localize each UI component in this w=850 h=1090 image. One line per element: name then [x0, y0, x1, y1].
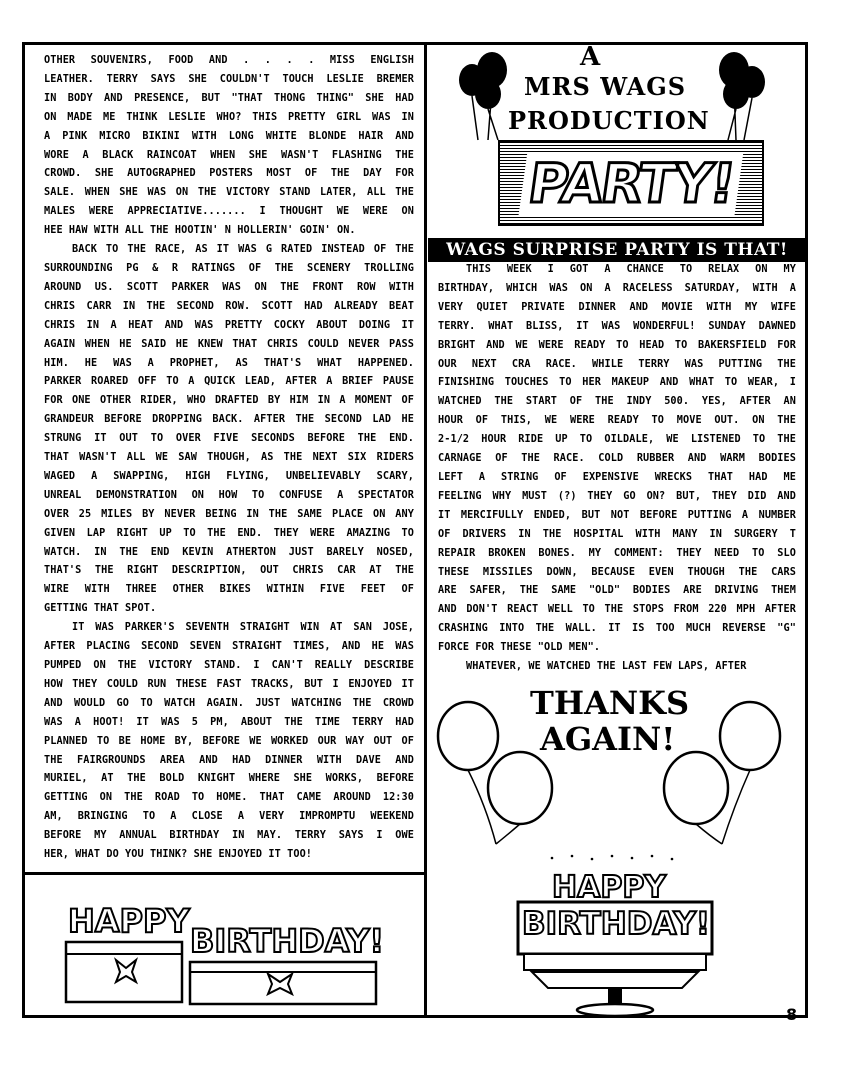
right-balloons-graphic: [706, 52, 766, 142]
thanks-line2: AGAIN!: [540, 720, 676, 758]
text-line: WHATEVER, WE WATCHED THE LAST FEW LAPS, AFTER: [466, 661, 747, 673]
text-line: PARKER ROARED OFF TO A QUICK LEAD, AFTER A BRIEF PAUSE: [44, 376, 414, 388]
text-line: TERRY. WHAT BLISS, IT WAS WONDERFUL! SUNDAY DAWNED: [438, 320, 796, 332]
text-line: WAGED A SWAPPING, HIGH FLYING, UNBELIEVABLY SCARY,: [44, 470, 414, 482]
text-line: WATCH. IN THE END KEVIN ATHERTON JUST BARELY NOSED,: [44, 546, 414, 558]
text-line: GIVEN LAP RIGHT UP TO THE END. THEY WERE AMAZING TO: [44, 527, 414, 539]
header-production: PRODUCTION: [508, 106, 710, 135]
text-line: OVER 25 MILES BY NEVER BEING IN THE SAME PLACE ON ANY: [44, 508, 414, 520]
text-line: IN BODY AND PRESENCE, BUT "THAT THONG THING" SHE HAD: [44, 92, 414, 104]
text-line: BRIGHT AND WE WERE READY TO HEAD TO BAKERSFIELD FOR: [438, 339, 796, 351]
party-logo: [498, 140, 764, 226]
text-line: FORCE FOR THESE "OLD MEN".: [438, 642, 601, 654]
text-line: GETTING THAT SPOT.: [44, 603, 157, 615]
text-line: WORE A BLACK RAINCOAT WHEN SHE WASN'T FLASHING THE: [44, 149, 414, 161]
text-line: FOR ONE OTHER RIDER, WHO DRAFTED BY HIM IN A MOMENT OF: [44, 395, 414, 407]
header-mrs-wags: MRS WAGS: [524, 72, 687, 101]
text-line: THE FAIRGROUNDS AREA AND HAD DINNER WITH DAVE AND: [44, 754, 414, 766]
text-line: VERY QUIET PRIVATE DINNER AND MOVIE WITH MY WIFE: [438, 301, 796, 313]
text-line: A PINK MICRO BIKINI WITH LONG WHITE BLONDE HAIR AND: [44, 130, 414, 142]
text-line: AROUND US. SCOTT PARKER WAS ON THE FRONT ROW WITH: [44, 281, 414, 293]
text-line: STRUNG IT OUT TO OVER FIVE SECONDS BEFORE THE END.: [44, 433, 414, 445]
section-banner: WAGS SURPRISE PARTY IS THAT!: [428, 238, 806, 262]
text-line: OF DRIVERS IN THE HOSPITAL WITH MANY IN SURGERY T: [438, 528, 796, 540]
text-line: CRASHING INTO THE WALL. IT IS TOO MUCH REVERSE "G": [438, 623, 796, 635]
left-bottom-divider: [22, 872, 426, 875]
left-birthday-text: BIRTHDAY!: [190, 922, 385, 960]
text-line: CROWD. SHE AUTOGRAPHED POSTERS MOST OF THE DAY FOR: [44, 168, 414, 180]
text-line: FEELING WHY MUST (?) THEY GO ON? BUT, THEY DID AND: [438, 490, 796, 502]
text-line: AGAIN WHEN HE SAID HE KNEW THAT CHRIS COULD NEVER PASS: [44, 338, 414, 350]
text-line: GRANDEUR BEFORE DROPPING BACK. AFTER THE SECOND LAD HE: [44, 414, 414, 426]
text-line: AM, BRINGING TO A CLOSE A VERY IMPROMPTU WEEKEND: [44, 811, 414, 823]
text-line: HIM. HE WAS A PROPHET, AS THAT'S WHAT HAPPENED.: [44, 357, 414, 369]
text-line: WIRE WITH THREE OTHER BIKES WITHIN FIVE FEET OF: [44, 584, 414, 596]
text-line: THAT'S THE RIGHT DESCRIPTION, OUT CHRIS CAR AT THE: [44, 565, 414, 577]
text-line: IT MERCIFULLY ENDED, BUT NOT BEFORE PUTTING A NUMBER: [438, 509, 796, 521]
gift-box-left: [64, 938, 184, 1004]
text-line: THAT WASN'T ALL WE SAW THOUGH, AS THE NEXT SIX RIDERS: [44, 452, 414, 464]
text-line: WAS A HOOT! IT WAS 5 PM, ABOUT THE TIME TERRY HAD: [44, 716, 414, 728]
gift-box-right: [188, 958, 378, 1006]
text-line: BEFORE MY ANNUAL BIRTHDAY IN MAY. TERRY SAYS I OWE: [44, 830, 414, 842]
cake-happy-text: HAPPY: [552, 870, 667, 905]
text-line: LEATHER. TERRY SAYS SHE COULDN'T TOUCH LESLIE BREMER: [44, 73, 414, 85]
text-line: THESE MISSILES DOWN, BECAUSE EVEN THOUGH THE CARS: [438, 566, 796, 578]
text-line: ON MADE ME THINK LESLIE WHO? THIS PRETTY GIRL WAS IN: [44, 111, 414, 123]
text-line: LEFT A STRING OF EXPENSIVE WRECKS THAT HAD ME: [438, 471, 796, 483]
text-line: SALE. WHEN SHE WAS ON THE VICTORY STAND LATER, ALL THE: [44, 187, 414, 199]
text-line: AND DON'T REACT WELL TO THE STOPS FROM 220 MPH AFTER: [438, 604, 796, 616]
text-line: HOW THEY COULD RUN THESE FAST TRACKS, BUT I ENJOYED IT: [44, 678, 414, 690]
text-line: PUMPED ON THE VICTORY STAND. I CAN'T REALLY DESCRIBE: [44, 660, 414, 671]
text-line: HER, WHAT DO YOU THINK? SHE ENJOYED IT TOO!: [44, 849, 313, 861]
left-happy-text: HAPPY: [68, 902, 190, 940]
text-line: AND WOULD GO TO WATCH AGAIN. JUST WATCHING THE CROWD: [44, 697, 414, 709]
text-line: MURIEL, AT THE BOLD KNIGHT WHERE SHE WORKS, BEFORE: [44, 773, 414, 785]
text-line: WATCHED THE START OF THE INDY 500. YES, AFTER AN: [438, 396, 796, 408]
text-line: GETTING ON THE ROAD TO HOME. THAT CAME AROUND 12:30: [44, 792, 414, 804]
page-number: 8: [786, 1005, 798, 1024]
right-article-column: [438, 261, 796, 677]
text-line: REPAIR BROKEN BONES. MY COMMENT: THEY NEED TO SLO: [438, 547, 796, 559]
text-line: CARNAGE OF THE RACE. COLD RUBBER AND WARM BODIES: [438, 453, 796, 465]
text-line: AFTER PLACING SECOND SEVEN STRAIGHT TIMES, AND HE WAS: [44, 641, 414, 653]
left-article-column: [44, 52, 414, 865]
balloon-cluster-right: [658, 696, 788, 846]
text-line: THIS WEEK I GOT A CHANCE TO RELAX ON MY: [466, 264, 796, 275]
text-line: BACK TO THE RACE, AS IT WAS G RATED INSTEAD OF THE: [72, 244, 414, 256]
text-line: BIRTHDAY, WHICH WAS ON A RACELESS SATURDAY, WITH A: [438, 282, 796, 294]
text-line: CHRIS IN A HEAT AND WAS PRETTY COCKY ABOUT DOING IT: [44, 319, 414, 331]
balloon-cluster-left: [436, 696, 556, 846]
text-line: CHRIS CARR IN THE SECOND ROW. SCOTT HAD ALREADY BEAT: [44, 300, 414, 312]
header-a: A: [580, 42, 601, 72]
text-line: 2-1/2 HOUR RIDE UP TO OILDALE, WE LISTENED TO THE: [438, 434, 796, 446]
text-line: SURROUNDING PG & R RATINGS OF THE SCENERY TROLLING: [44, 262, 414, 274]
party-text: PARTY!: [518, 152, 743, 215]
text-line: PLANNED TO BE HOME BY, BEFORE WE WORKED OUR WAY OUT OF: [44, 735, 414, 747]
text-line: FINISHING TOUCHES TO HER MAKEUP AND WHAT TO WEAR, I: [438, 377, 796, 389]
text-line: OTHER SOUVENIRS, FOOD AND . . . . MISS ENGLISH: [44, 55, 414, 66]
text-line: OUR NEXT CRA RACE. WHILE TERRY WAS PUTTING THE: [438, 358, 796, 370]
text-line: ARE SAFER, THE SAME "OLD" BODIES ARE DRIVING THEM: [438, 585, 796, 597]
text-line: HOUR OF THIS, WE WERE READY TO MOVE OUT. ON THE: [438, 415, 796, 427]
left-balloons-graphic: [458, 52, 518, 142]
cake-birthday-text: BIRTHDAY!: [522, 906, 711, 942]
text-line: HEE HAW WITH ALL THE HOOTIN' N HOLLERIN' GOIN' ON.: [44, 225, 356, 237]
text-line: UNREAL DEMONSTRATION ON HOW TO CONFUSE A SPECTATOR: [44, 489, 414, 501]
thanks-line1: THANKS: [530, 684, 690, 722]
text-line: MALES WERE APPRECIATIVE....... I THOUGHT WE WERE ON: [44, 206, 414, 218]
text-line: IT WAS PARKER'S SEVENTH STRAIGHT WIN AT SAN JOSE,: [72, 622, 414, 634]
